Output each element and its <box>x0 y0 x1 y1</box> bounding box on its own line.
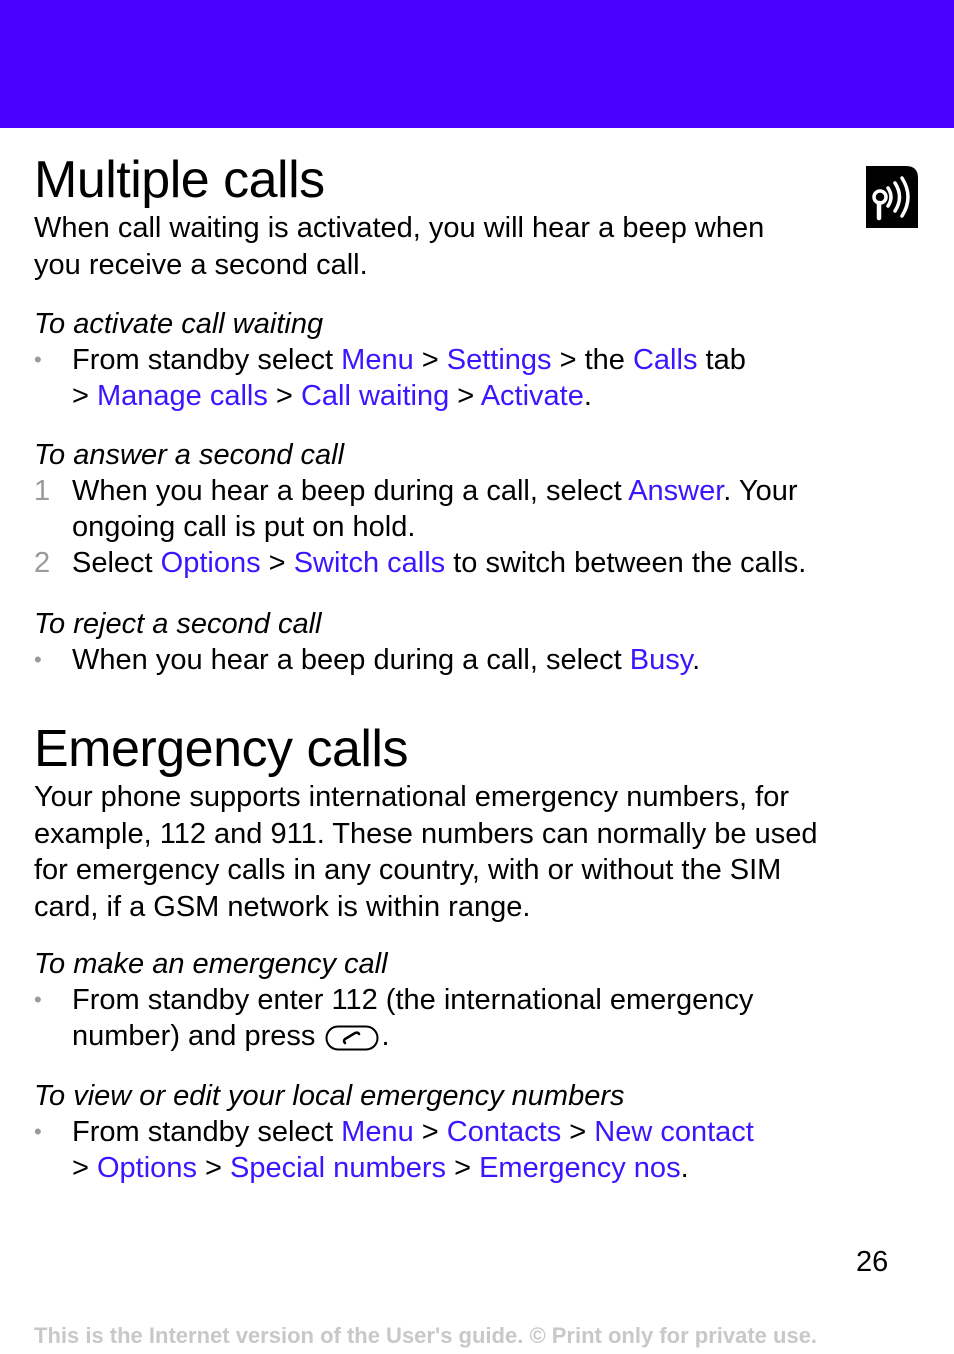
bullet: • <box>34 347 42 372</box>
menu-item-menu: Menu <box>341 344 414 376</box>
bullet: • <box>34 987 42 1012</box>
intro-line-1: When call waiting is activated, you will hear a beep when <box>34 212 765 244</box>
subheading: To make an emergency call <box>34 948 388 980</box>
list-item: • From standby enter 112 (the international emergency number) and press . <box>34 984 754 1052</box>
paragraph-line: Your phone supports international emergency numbers, for <box>34 781 789 813</box>
menu-item-manage-calls: Manage calls <box>97 380 268 412</box>
make-emergency-call <box>34 946 914 1054</box>
list-item: • From standby select Menu > Settings > the Calls tab > Manage calls > Call waiting > Activate. <box>34 344 746 412</box>
bullet: • <box>34 647 42 672</box>
menu-item-answer: Answer <box>628 475 724 507</box>
menu-item-busy: Busy <box>629 644 693 676</box>
step-number: 1 <box>34 475 51 507</box>
step-number: 2 <box>34 547 51 579</box>
emergency-calls-section <box>34 721 914 925</box>
section-title: Emergency calls <box>34 720 408 778</box>
answer-second-call <box>34 437 914 581</box>
menu-item-options: Options <box>160 547 261 579</box>
menu-item-switch-calls: Switch calls <box>293 547 446 579</box>
intro-line-2: you receive a second call. <box>34 248 368 281</box>
header-bar <box>0 0 954 128</box>
local-emergency-numbers <box>34 1078 914 1186</box>
bullet: • <box>34 1119 42 1144</box>
list-item: • From standby select Menu > Contacts > New contact > Options > Special numbers > Emergency nos. <box>34 1116 754 1184</box>
call-key-icon <box>325 1024 379 1050</box>
subheading: To reject a second call <box>34 608 322 640</box>
list-item: 2 Select Options > Switch calls to switch between the calls. <box>34 547 807 579</box>
paragraph-line: for emergency calls in any country, with or without the SIM <box>34 854 782 886</box>
subheading: To answer a second call <box>34 439 345 471</box>
subheading: To activate call waiting <box>34 308 324 340</box>
menu-item-calls: Calls <box>632 344 698 376</box>
footer-notice: This is the Internet version of the User's guide. © Print only for private use. <box>34 1323 818 1348</box>
menu-item-special-numbers: Special numbers <box>230 1152 447 1184</box>
menu-item-options: Options <box>97 1152 197 1184</box>
paragraph-line: card, if a GSM network is within range. <box>34 890 531 923</box>
multiple-calls-section <box>34 152 914 283</box>
reject-second-call <box>34 606 914 678</box>
activate-call-waiting <box>34 306 914 414</box>
page-number: 26 <box>856 1246 889 1278</box>
menu-item-activate: Activate <box>480 380 584 412</box>
menu-item-new-contact: New contact <box>594 1116 754 1148</box>
menu-item-menu: Menu <box>341 1116 414 1148</box>
list-item: • When you hear a beep during a call, select Busy. <box>34 644 701 676</box>
subheading: To view or edit your local emergency numbers <box>34 1080 625 1112</box>
list-item: 1 When you hear a beep during a call, select Answer. Your ongoing call is put on hold. <box>34 475 798 543</box>
menu-item-emergency-nos: Emergency nos <box>479 1152 681 1184</box>
paragraph-line: example, 112 and 911. These numbers can normally be used <box>34 817 818 850</box>
menu-item-contacts: Contacts <box>446 1116 562 1148</box>
menu-item-call-waiting: Call waiting <box>300 380 450 412</box>
section-title: Multiple calls <box>34 151 325 209</box>
menu-item-settings: Settings <box>446 344 552 376</box>
